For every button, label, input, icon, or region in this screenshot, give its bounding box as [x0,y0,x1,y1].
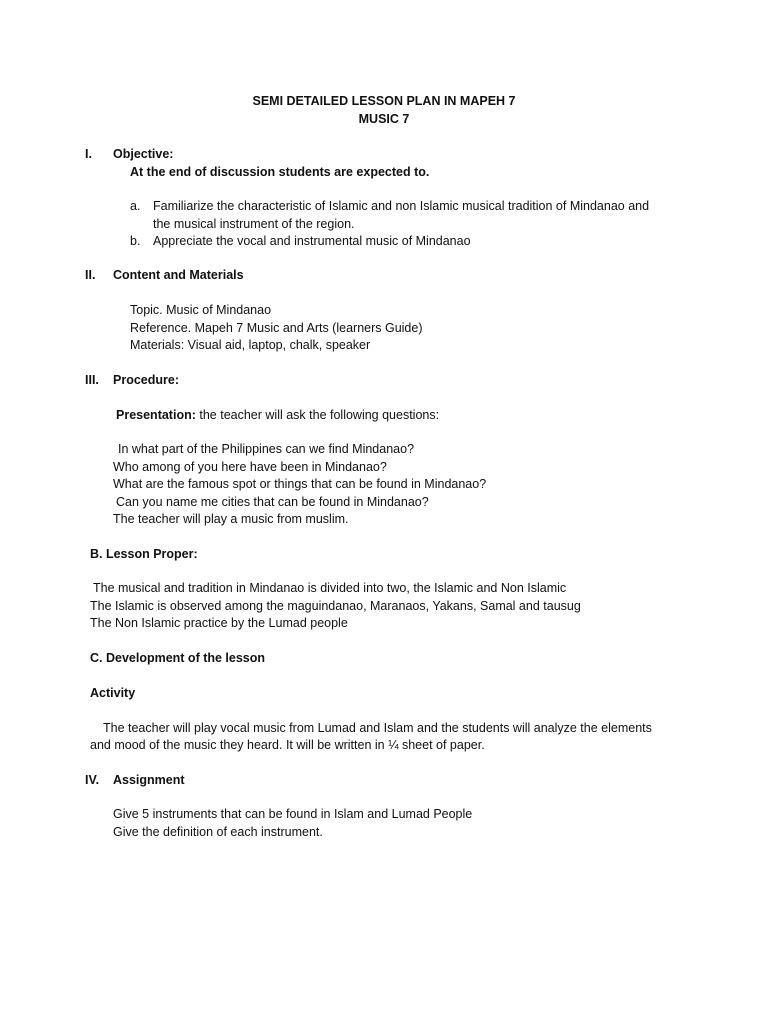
presentation-text: the teacher will ask the following questions: [199,408,440,422]
presentation-line [116,406,439,424]
objective-item-a-line1: Familiarize the characteristic of Islamic and non Islamic musical tradition of Mindanao and [153,199,650,213]
question-item: In what part of the Philippines can we find Mindanao? [118,442,415,456]
objective-intro: At the end of discussion students are expected to. [130,165,430,179]
content-reference: Reference. Mapeh 7 Music and Arts (learners Guide) [130,321,423,335]
section-numeral-1: I. [85,147,92,161]
development-heading: C. Development of the lesson [90,651,266,665]
question-item: The teacher will play a music from muslim. [113,512,349,526]
question-item: Who among of you here have been in Mindanao? [113,460,387,474]
lesson-proper-heading: B. Lesson Proper: [90,547,198,561]
page-title: SEMI DETAILED LESSON PLAN IN MAPEH 7 [252,94,516,108]
assignment-line: Give 5 instruments that can be found in Islam and Lumad People [113,807,473,821]
objective-item-b: Appreciate the vocal and instrumental music of Mindanao [153,234,471,248]
section-numeral-3: III. [85,373,99,387]
lesson-proper-line: The Islamic is observed among the maguindanao, Maranaos, Yakans, Samal and tausug [90,599,581,613]
list-marker: b. [130,234,141,248]
lesson-proper-line: The Non Islamic practice by the Lumad people [90,616,348,630]
list-marker: a. [130,199,141,213]
procedure-heading: Procedure: [113,373,179,387]
question-item: Can you name me cities that can be found in Mindanao? [116,495,429,509]
objective-item-a-line2: the musical instrument of the region. [153,217,355,231]
section-numeral-4: IV. [85,773,100,787]
assignment-line: Give the definition of each instrument. [113,825,323,839]
presentation-label: Presentation: [116,408,196,422]
lesson-proper-line: The musical and tradition in Mindanao is divided into two, the Islamic and Non Islamic [93,581,567,595]
activity-line: and mood of the music they heard. It will be written in ¼ sheet of paper. [90,738,485,752]
question-item: What are the famous spot or things that can be found in Mindanao? [113,477,487,491]
page-subtitle: MUSIC 7 [358,112,410,126]
assignment-heading: Assignment [113,773,185,787]
activity-heading: Activity [90,686,136,700]
activity-line: The teacher will play vocal music from Lumad and Islam and the students will analyze the elements [103,721,652,735]
section-numeral-2: II. [85,268,96,282]
content-materials: Materials: Visual aid, laptop, chalk, speaker [130,338,371,352]
objective-heading: Objective: [113,147,174,161]
content-topic: Topic. Music of Mindanao [130,303,272,317]
content-heading: Content and Materials [113,268,244,282]
